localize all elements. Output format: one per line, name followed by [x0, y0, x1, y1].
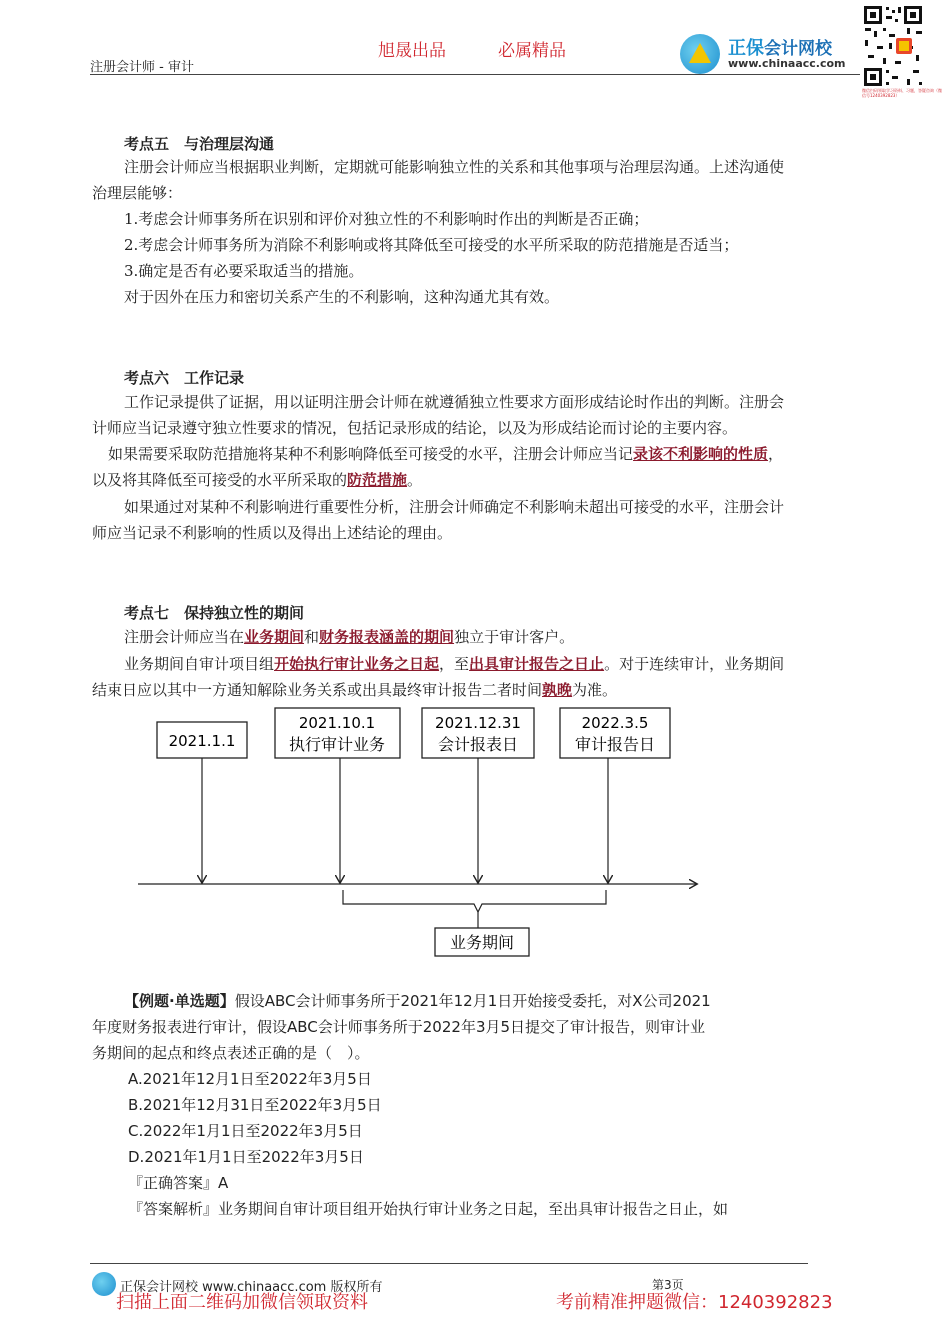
highlight-engagement-period: 业务期间	[244, 628, 305, 646]
example-line-3: 务期间的起点和终点表述正确的是（ ）。	[92, 1044, 370, 1062]
section6-p1b: 计师应当记录遵守独立性要求的情况，包括记录形成的结论，以及为形成结论而讨论的主要内容。	[92, 419, 738, 437]
section5-p1: 注册会计师应当根据职业判断，定期就可能影响独立性的关系和其他事项与治理层沟通。上述沟通使	[124, 158, 785, 176]
highlight-fs-period: 财务报表涵盖的期间	[319, 628, 455, 646]
period-brace	[343, 890, 606, 912]
logo-name: 正保会计网校	[728, 38, 832, 59]
highlight-start: 开始执行审计业务之日起	[274, 655, 440, 673]
footer-promo-left: 扫描上面二维码加微信领取资料	[116, 1292, 368, 1313]
header-slogan-2: 必属精品	[498, 41, 566, 61]
section6-p3a: 如果通过对某种不利影响进行重要性分析，注册会计师确定不利影响未超出可接受的水平，注册会计	[124, 498, 785, 516]
qr-note: 微信扫码领取学习资料、习题，答疑咨询（微信号1240392823）	[862, 88, 942, 98]
timeline-box-fs-date-value: 2021.12.31	[435, 714, 521, 732]
footer-logo-icon	[92, 1272, 116, 1296]
section5-p2: 对于因外在压力和密切关系产生的不利影响，这种沟通尤其有效。	[124, 288, 560, 306]
example-line-2: 年度财务报表进行审计，假设ABC会计师事务所于2022年3月5日提交了审计报告，则审计业	[92, 1018, 706, 1036]
section5-title: 考点五 与治理层沟通	[124, 135, 275, 153]
option-c: C.2022年1月1日至2022年3月5日	[128, 1122, 363, 1140]
section6-title: 考点六 工作记录	[124, 369, 245, 387]
chinaacc-logo	[680, 34, 860, 80]
timeline-box-start-date: 2021.1.1	[168, 732, 236, 750]
section6-p2b: 以及将其降低至可接受的水平所采取的防范措施。	[92, 471, 423, 489]
timeline-box-report-label: 审计报告日	[574, 735, 656, 754]
logo-emblem-icon	[680, 34, 720, 74]
highlight-safeguards: 防范措施	[347, 471, 408, 489]
highlight-end: 出具审计报告之日止	[469, 655, 605, 673]
header-slogan-1: 旭晟出品	[378, 41, 446, 61]
section6-p2a: 如果需要采取防范措施将某种不利影响降低至可接受的水平，注册会计师应当记录该不利影响的性质，	[108, 445, 784, 463]
section7-p2: 业务期间自审计项目组开始执行审计业务之日起，至出具审计报告之日止。对于连续审计，业务期间	[124, 655, 785, 673]
option-b: B.2021年12月31日至2022年3月5日	[128, 1096, 382, 1114]
engagement-period-timeline	[130, 700, 710, 965]
option-a: A.2021年12月1日至2022年3月5日	[128, 1070, 372, 1088]
section6-p3b: 师应当记录不利影响的性质以及得出上述结论的理由。	[92, 524, 453, 542]
option-d: D.2021年1月1日至2022年3月5日	[128, 1148, 364, 1166]
section6-p1a: 工作记录提供了证据，用以证明注册会计师在就遵循独立性要求方面形成结论时作出的判断。注册会	[124, 393, 785, 411]
example-tag: 【例题·单选题】	[124, 992, 235, 1010]
qr-code-icon	[862, 4, 924, 88]
section5-item-1: 1.考虑会计师事务所在识别和评价对独立性的不利影响时作出的判断是否正确；	[124, 210, 649, 228]
header-subject: 注册会计师 - 审计	[90, 60, 194, 75]
highlight-later: 孰晚	[542, 681, 573, 699]
logo-url: www.chinaacc.com	[728, 57, 846, 70]
section7-p1: 注册会计师应当在业务期间和财务报表涵盖的期间独立于审计客户。	[124, 628, 575, 646]
answer-analysis: 『答案解析』业务期间自审计项目组开始执行审计业务之日起，至出具审计报告之日止，如	[128, 1200, 729, 1218]
timeline-box-fs-date-label: 会计报表日	[437, 735, 519, 754]
period-label: 业务期间	[449, 933, 515, 952]
timeline-box-engagement-label: 执行审计业务	[288, 735, 386, 754]
section5-p1b: 治理层能够：	[92, 184, 183, 202]
timeline-box-report-date: 2022.3.5	[581, 714, 649, 732]
page-number: 第3页	[652, 1278, 684, 1292]
timeline-box-engagement-date: 2021.10.1	[298, 714, 376, 732]
highlight-nature: 录该不利影响的性质	[633, 445, 769, 463]
section7-title: 考点七 保持独立性的期间	[124, 604, 305, 622]
correct-answer: 『正确答案』A	[128, 1174, 229, 1192]
section5-item-2: 2.考虑会计师事务所为消除不利影响或将其降低至可接受的水平所采取的防范措施是否适当；	[124, 236, 739, 254]
footer-copyright: 正保会计网校 www.chinaacc.com 版权所有	[120, 1280, 383, 1295]
section5-item-3: 3.确定是否有必要采取适当的措施。	[124, 262, 364, 280]
footer-divider	[90, 1263, 808, 1264]
example-line-1: 【例题·单选题】假设ABC会计师事务所于2021年12月1日开始接受委托，对X公司2021	[124, 992, 711, 1010]
footer-promo-right: 考前精准押题微信：1240392823	[556, 1292, 833, 1313]
section7-p3: 结束日应以其中一方通知解除业务关系或出具最终审计报告二者时间孰晚为准。	[92, 681, 618, 699]
